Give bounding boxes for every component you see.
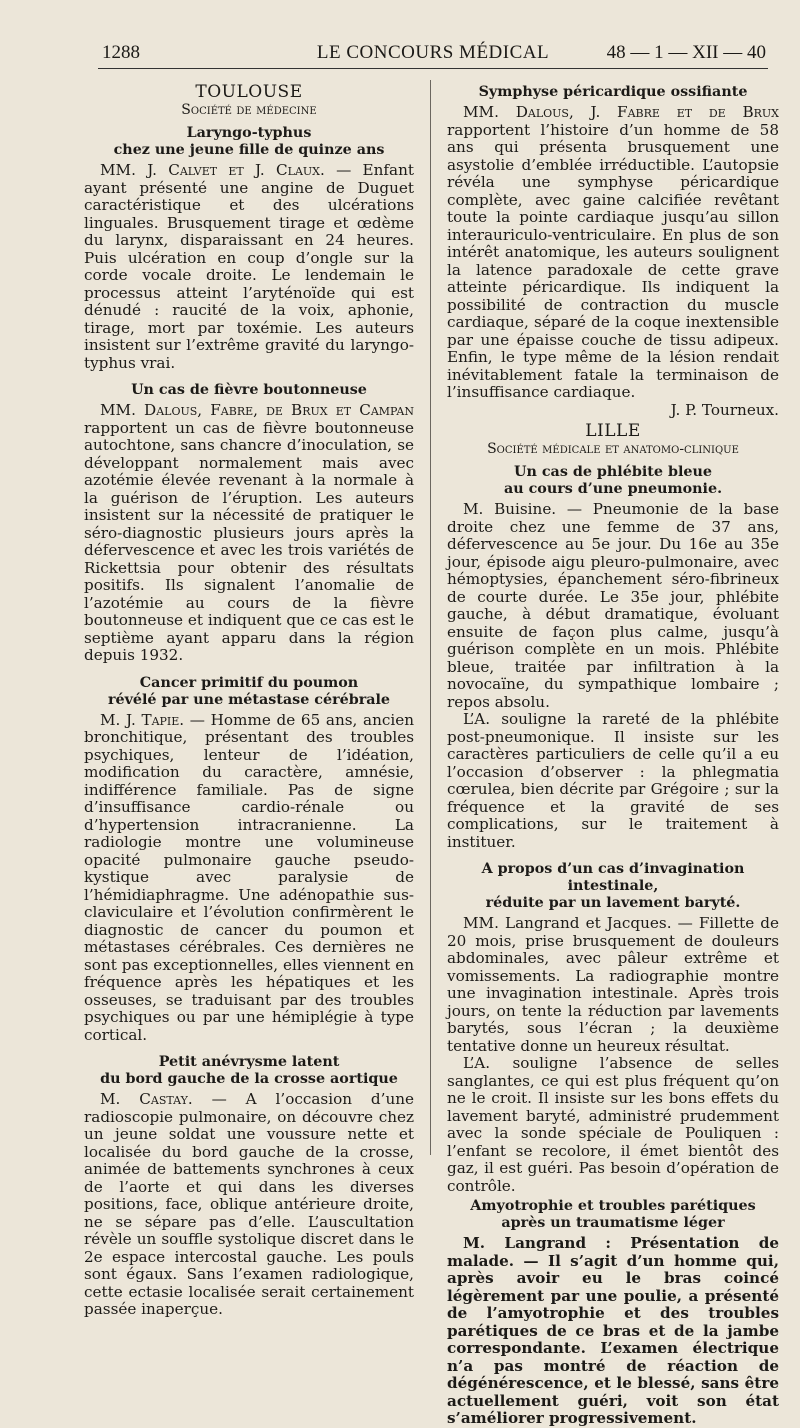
article-title: Petit anévrysme latent du bord gauche de la crosse aortique (100, 1054, 398, 1087)
article-title: Symphyse péricardique ossifiante (478, 84, 748, 100)
column-divider (430, 80, 431, 1155)
article-authors: M. J. Tapie. (100, 710, 185, 729)
issue-date: 48 — 1 — XII — 40 (606, 42, 766, 63)
article-body: M. Buisine. — Pneumonie de la base droite chez une femme de 37 ans, défervescence au 5e jour. Du 16e au 35e jour, épisode aigu pleuro-pulmonaire, avec hémoptysies, épanchement séro-fibrineux de courte durée. Le 35e jour, phlébite gauche, à début dramatique, évoluant ensuite de façon plus calme, jusqu’à guérison complète en un mois. Phlébite bleue, traitée par infiltration à la novocaïne, du sympathique lombaire ; repos absolu. (447, 500, 779, 711)
article-body: L’A. souligne la rareté de la phlébite post-pneumonique. Il insiste sur les caractères particuliers de celle qu’il a eu l’occasion d’observer : la phlegmatia cœrulea, bien décrite par Grégoire ; sur la fréquence et la gravité de ses complications, sur le traitement à instituer. (447, 710, 779, 851)
article-body: M. Langrand : Présentation de malade. — Il s’agit d’un homme qui, après avoir eu le bras coincé légèrement par une poulie, a présenté de l’amyotrophie et des troubles parétiques de ce bras et de la jambe correspondante. L’examen électrique n’a pas montré de réaction de dégénérescence, et le blessé, sans être actuellement guéri, voit son état s’améliorer progressivement. (447, 1234, 779, 1427)
signature: J. P. Tourneux. (670, 400, 779, 419)
society-heading: Société médicale et anatomo-clinique (487, 440, 739, 457)
article-body: MM. Langrand et Jacques. — Fillette de 20 mois, prise brusquement de douleurs abdominales, avec pâleur extrême et vomissements. La radiographie montre une invagination intestinale. Après trois jours, on tente la réduction par lavements barytés, sous l’écran ; la deuxième tentative donne un heureux résultat. (447, 914, 779, 1055)
article-body: L’A. souligne l’absence de selles sanglantes, ce qui est plus fréquent qu’on ne le croit. Il insiste sur les bons effets du lavement baryté, administré prudemment avec la sonde spéciale de Pouliquen : l’enfant se recolore, il émet bientôt des gaz, il est guéri. Pas besoin d’opération de contrôle. (447, 1054, 779, 1195)
article-body: MM. J. Calvet et J. Claux. — Enfant ayant présenté une angine de Duguet caractéristique et des ulcérations linguales. Brusquement tirage et œdème du larynx, disparaissant en 24 heures. Puis ulcération en coup d’ongle sur la corde vocale droite. Le lendemain le processus atteint l’aryténoïde qui est dénudé : raucité de la voix, aphonie, tirage, mort par toxémie. Les auteurs insistent sur l’extrême gravité du laryngo-typhus vrai. (84, 161, 414, 372)
society-heading: Société de médecine (181, 101, 317, 118)
page-number: 1288 (102, 42, 140, 63)
article-title: Un cas de fièvre boutonneuse (131, 382, 367, 398)
article-body: M. Castay. — A l’occasion d’une radioscopie pulmonaire, on découvre chez un jeune soldat une voussure nette et localisée du bord gauche de la crosse, animée de battements synchrones à ceux de l’aorte et qui dans les diverses positions, face, oblique antérieure droite, ne se sépare pas d’elle. L’auscultation révèle un souffle systolique discret dans le 2e espace intercostal gauche. Les pouls sont égaux. Sans l’examen radiologique, cette ectasie localisée serait certainement passée inaperçue. (84, 1090, 414, 1318)
article-title: Un cas de phlébite bleue au cours d’une pneumonie. (503, 464, 723, 497)
article-authors: MM. Dalous, Fabre, de Brux et Campan (100, 401, 414, 419)
article-body: MM. Dalous, Fabre, de Brux et Campan rapportent un cas de fièvre boutonneuse autochtone, sans chancre d’inoculation, se développant normalement mais avec azotémie élevée revenant à la normale à la guérison de l’éruption. Les auteurs insistent sur la nécessité de pratiquer le séro-diagnostic plusieurs jours après la défervescence et avec les trois variétés de Rickettsia pour obtenir des résultats positifs. Ils signalent l’anomalie de l’azotémie au cours de la fièvre boutonneuse et indiquent que ce cas est le septième ayant apparu dans la région depuis 1932. (84, 401, 414, 664)
city-heading: LILLE (585, 421, 641, 441)
article-title: Amyotrophie et troubles parétiques après un traumatisme léger (470, 1198, 756, 1231)
article-authors: MM. J. Calvet et J. Claux. (100, 161, 325, 179)
article-body: M. J. Tapie. — Homme de 65 ans, ancien bronchitique, présentant des troubles psychiques, lenteur de l’idéation, modification du caractère, amnésie, indifférence familiale. Pas de signe d’insuffisance cardio-rénale ou d’hypertension intracranienne. La radiologie montre une volumineuse opacité pulmonaire gauche pseudo-kystique avec paralysie de l’hémidiaphragme. Une adénopathie sus-claviculaire et l’évolution confirmèrent le diagnostic de cancer du poumon et métastases cérébrales. Ces dernières ne sont pas exceptionnelles, elles viennent en fréquence après les hépatiques et les osseuses, se traduisant par des troubles psychiques ou par une hémiplégie à type cortical. (84, 710, 414, 1044)
article-title: Laryngo-typhus chez une jeune fille de quinze ans (113, 125, 385, 158)
article-authors: M. Castay. (100, 1090, 193, 1108)
journal-title: LE CONCOURS MÉDICAL (316, 42, 550, 63)
city-heading: TOULOUSE (195, 82, 303, 102)
article-authors: MM. Dalous, J. Fabre et de Brux (463, 103, 779, 121)
article-title: A propos d’un cas d’invagination intestinale, réduite par un lavement baryté. (481, 861, 745, 911)
page-header (98, 42, 768, 69)
right-column (447, 80, 779, 1428)
article-title: Cancer primitif du poumon révélé par une métastase cérébrale (107, 674, 391, 708)
left-column (84, 80, 414, 1319)
article-body: MM. Dalous, J. Fabre et de Brux rapportent l’histoire d’un homme de 58 ans qui présenta brusquement une asystolie d’emblée irréductible. L’autopsie révéla une symphyse péricardique complète, avec gaine calcifiée revêtant toute la pointe cardiaque jusqu’au sillon interauriculo-ventriculaire. En plus de son intérêt anatomique, les auteurs soulignent la latence paradoxale de cette grave atteinte péricardique. Ils indiquent la possibilité de contraction du muscle cardiaque, séparé de la coque inextensible par une épaisse couche de tissu adipeux. Enfin, le type même de la lésion rendait inévitablement fatale la terminaison de l’insuffisance cardiaque. (447, 103, 779, 401)
